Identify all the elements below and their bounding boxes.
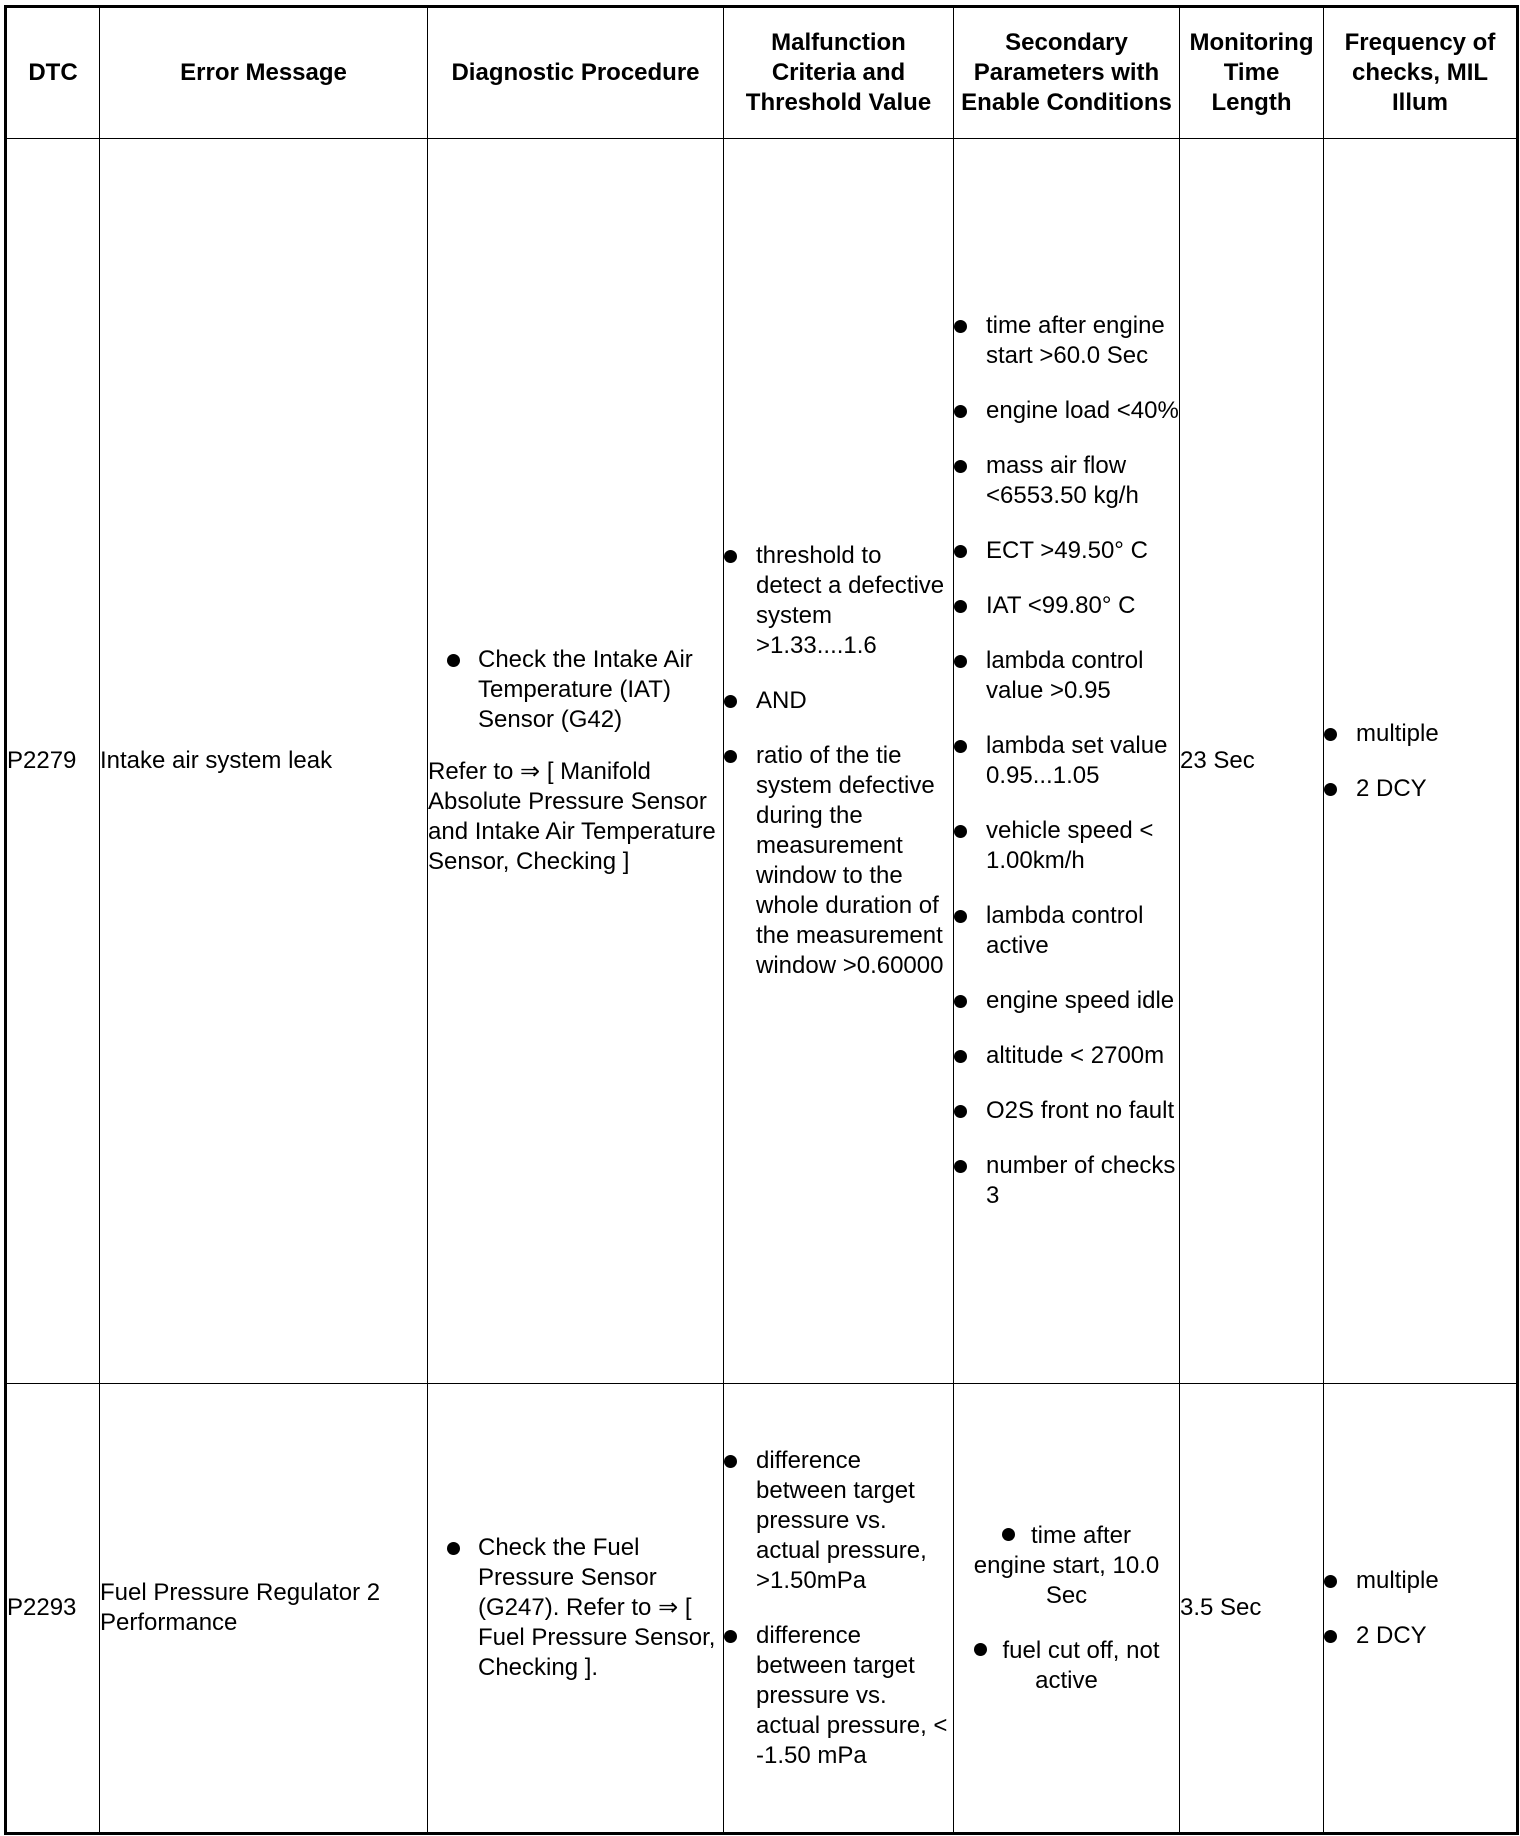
bullet-icon	[954, 460, 967, 473]
malfunction-list	[724, 541, 953, 981]
list-item: lambda set value 0.95...1.05	[954, 731, 1179, 791]
list-item: mass air flow <6553.50 kg/h	[954, 451, 1179, 511]
bullet-icon	[1324, 1630, 1337, 1643]
secondary-list	[964, 1521, 1169, 1696]
header-secondary-parameters: Secondary Parameters with Enable Conditions	[954, 7, 1180, 139]
bullet-icon	[954, 545, 967, 558]
bullet-icon	[724, 750, 737, 763]
header-frequency: Frequency of checks, MIL Illum	[1324, 7, 1518, 139]
bullet-icon	[954, 825, 967, 838]
dtc-code: P2293	[6, 1384, 100, 1834]
diagnostic-procedure	[428, 1384, 724, 1834]
list-item: vehicle speed < 1.00km/h	[954, 816, 1179, 876]
diagnostic-procedure	[428, 139, 724, 1384]
list-item: multiple	[1324, 719, 1516, 749]
list-item: lambda control active	[954, 901, 1179, 961]
bullet-icon	[954, 600, 967, 613]
list-item: 2 DCY	[1324, 774, 1516, 804]
frequency-list	[1324, 719, 1516, 804]
list-item: fuel cut off, not active	[964, 1636, 1169, 1696]
header-monitoring-time: Monitoring Time Length	[1180, 7, 1324, 139]
dtc-code: P2279	[6, 139, 100, 1384]
list-item: number of checks 3	[954, 1151, 1179, 1211]
table-row	[6, 1384, 1518, 1834]
error-message: Intake air system leak	[100, 139, 428, 1384]
bullet-icon	[447, 1542, 460, 1555]
list-item: multiple	[1324, 1566, 1516, 1596]
monitoring-time: 23 Sec	[1180, 139, 1324, 1384]
list-item: lambda control value >0.95	[954, 646, 1179, 706]
monitoring-time: 3.5 Sec	[1180, 1384, 1324, 1834]
header-malfunction-criteria: Malfunction Criteria and Threshold Value	[724, 7, 954, 139]
secondary-list	[954, 311, 1179, 1211]
list-item: Check the Intake Air Temperature (IAT) Sensor (G42)	[428, 645, 723, 735]
procedure-list	[428, 645, 723, 735]
dtc-table	[4, 5, 1519, 1835]
header-row	[6, 7, 1518, 139]
list-item: 2 DCY	[1324, 1621, 1516, 1651]
bullet-icon	[724, 1630, 737, 1643]
bullet-icon	[954, 655, 967, 668]
bullet-icon	[974, 1643, 987, 1656]
bullet-icon	[1324, 783, 1337, 796]
list-item: time after engine start >60.0 Sec	[954, 311, 1179, 371]
bullet-icon	[1324, 1575, 1337, 1588]
list-item: engine load <40%	[954, 396, 1179, 426]
list-item: ratio of the tie system defective during the measurement window to the whole duration of the measurement window >0.60000	[724, 741, 953, 981]
error-message: Fuel Pressure Regulator 2 Performance	[100, 1384, 428, 1834]
header-dtc: DTC	[6, 7, 100, 139]
bullet-icon	[954, 1050, 967, 1063]
bullet-icon	[724, 695, 737, 708]
procedure-reference: Refer to ⇒ [ Manifold Absolute Pressure Sensor and Intake Air Temperature Sensor, Checking ]	[428, 758, 716, 875]
list-item: IAT <99.80° C	[954, 591, 1179, 621]
frequency	[1324, 139, 1518, 1384]
header-error-message: Error Message	[100, 7, 428, 139]
list-item: threshold to detect a defective system >1.33....1.6	[724, 541, 953, 661]
bullet-icon	[1002, 1528, 1015, 1541]
bullet-icon	[954, 1105, 967, 1118]
list-item: ECT >49.50° C	[954, 536, 1179, 566]
bullet-icon	[954, 405, 967, 418]
malfunction-criteria	[724, 139, 954, 1384]
procedure-list	[428, 1533, 723, 1683]
list-item: difference between target pressure vs. actual pressure, < -1.50 mPa	[724, 1621, 953, 1771]
list-item: engine speed idle	[954, 986, 1179, 1016]
list-item: O2S front no fault	[954, 1096, 1179, 1126]
list-item: difference between target pressure vs. actual pressure, >1.50mPa	[724, 1446, 953, 1596]
bullet-icon	[1324, 728, 1337, 741]
bullet-icon	[954, 320, 967, 333]
bullet-icon	[724, 550, 737, 563]
bullet-icon	[724, 1455, 737, 1468]
bullet-icon	[954, 995, 967, 1008]
bullet-icon	[954, 1160, 967, 1173]
malfunction-criteria	[724, 1384, 954, 1834]
secondary-parameters	[954, 139, 1180, 1384]
secondary-parameters	[954, 1384, 1180, 1834]
bullet-icon	[447, 654, 460, 667]
header-diagnostic-procedure: Diagnostic Procedure	[428, 7, 724, 139]
table-row	[6, 139, 1518, 1384]
bullet-icon	[954, 740, 967, 753]
list-item: altitude < 2700m	[954, 1041, 1179, 1071]
frequency-list	[1324, 1566, 1516, 1651]
list-item: AND	[724, 686, 953, 716]
list-item: time after engine start, 10.0 Sec	[973, 1521, 1160, 1609]
malfunction-list	[724, 1446, 953, 1771]
bullet-icon	[954, 910, 967, 923]
frequency	[1324, 1384, 1518, 1834]
list-item: Check the Fuel Pressure Sensor (G247). Refer to ⇒ [ Fuel Pressure Sensor, Checking ].	[428, 1533, 723, 1683]
